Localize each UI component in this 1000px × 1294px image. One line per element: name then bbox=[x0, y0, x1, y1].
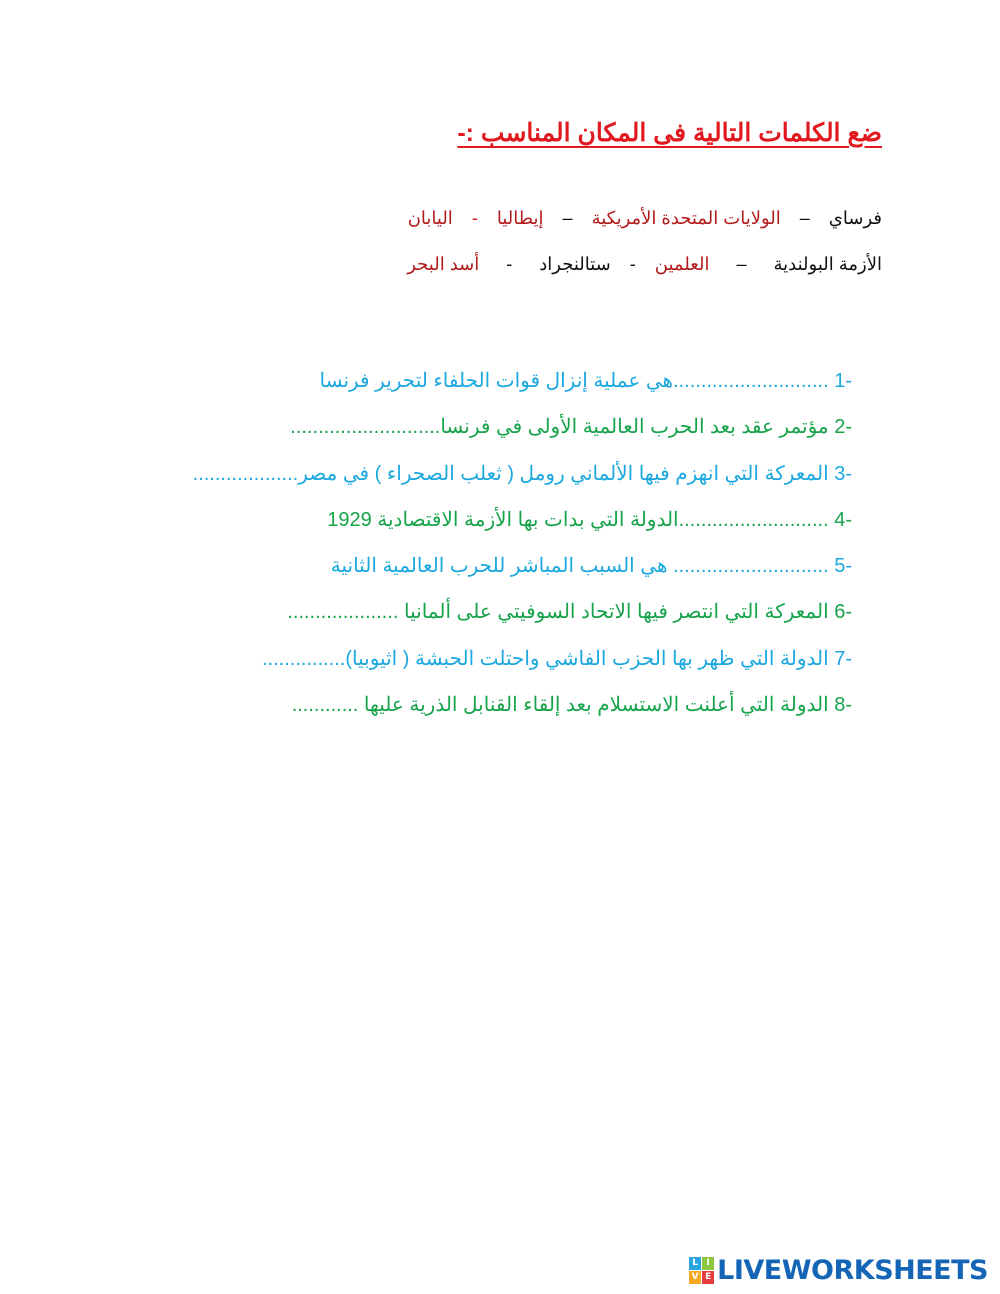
liveworksheets-logo[interactable] bbox=[689, 1252, 988, 1288]
word-bank-row-1 bbox=[408, 208, 882, 229]
question-number: 1- bbox=[834, 370, 852, 392]
question-text: الدولة التي ظهر بها الحزب الفاشي واحتلت الحبشة ( اثيوبيا)............... bbox=[262, 647, 829, 670]
question-number: 2- bbox=[834, 416, 852, 439]
question-item bbox=[193, 688, 852, 734]
question-text: المعركة التي انهزم فيها الألماني رومل ( ثعلب الصحراء ) في مصر................... bbox=[192, 462, 829, 485]
worksheet-title: ضع الكلمات التالية فى المكان المناسب :- bbox=[457, 119, 882, 147]
question-item bbox=[193, 549, 852, 595]
word-bank-item: ستالنجراد bbox=[539, 254, 611, 274]
question-number: 8- bbox=[834, 694, 852, 717]
word-bank-item: إيطاليا bbox=[496, 208, 544, 228]
question-text: ...........................الدولة التي بدات بها الأزمة الاقتصادية 1929 bbox=[327, 508, 829, 531]
question-number: 5- bbox=[834, 555, 852, 578]
question-text: ............................هي عملية إنزال قوات الحلفاء لتحرير فرنسا bbox=[319, 370, 829, 392]
word-bank-item: الأزمة البولندية bbox=[773, 254, 882, 274]
question-text: ............................ هي السبب المباشر للحرب العالمية الثانية bbox=[330, 555, 829, 578]
word-separator: - bbox=[471, 208, 478, 228]
word-separator: – bbox=[799, 208, 810, 228]
word-bank-item: العلمين bbox=[654, 254, 710, 274]
question-item bbox=[193, 503, 852, 549]
word-bank-item: الولايات المتحدة الأمريكية bbox=[591, 208, 781, 228]
liveworksheets-logo-icon: L I V E bbox=[689, 1257, 713, 1283]
word-bank-item: اليابان bbox=[407, 208, 453, 228]
word-bank-row-2 bbox=[407, 254, 882, 275]
word-separator: – bbox=[736, 254, 747, 274]
question-item bbox=[193, 364, 852, 410]
question-text: مؤتمر عقد بعد الحرب العالمية الأولى في فرنسا........................... bbox=[290, 416, 829, 439]
question-text: المعركة التي انتصر فيها الاتحاد السوفيتي على ألمانيا .................... bbox=[287, 601, 829, 624]
question-number: 3- bbox=[834, 462, 852, 485]
question-item bbox=[193, 595, 852, 641]
question-number: 6- bbox=[834, 601, 852, 624]
question-text: الدولة التي أعلنت الاستسلام بعد إلقاء القنابل الذرية عليها ............ bbox=[291, 694, 829, 717]
question-number: 4- bbox=[834, 508, 852, 531]
word-bank-item: فرساي bbox=[828, 208, 882, 228]
word-bank-item: أسد البحر bbox=[407, 254, 480, 274]
logo-text: LIVEWORKSHEETS bbox=[717, 1254, 988, 1286]
word-separator: - bbox=[506, 254, 513, 274]
question-list bbox=[193, 364, 852, 734]
word-separator: - bbox=[629, 254, 636, 274]
question-item bbox=[193, 410, 852, 456]
question-item bbox=[193, 642, 852, 688]
question-item bbox=[193, 457, 852, 503]
word-separator: – bbox=[562, 208, 573, 228]
question-number: 7- bbox=[834, 647, 852, 670]
